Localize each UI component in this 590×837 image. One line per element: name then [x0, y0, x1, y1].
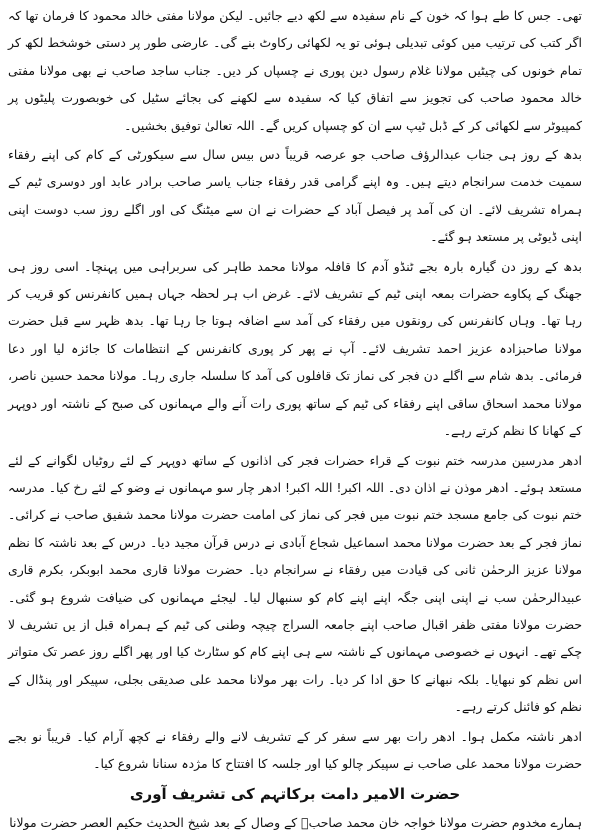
paragraph-1: تھی۔ جس کا طے ہوا کہ خون کے نام سفیدہ سے لکھ دیے جائیں۔ لیکن مولانا مفتی خالد محمود کا فرمان تھا کہ اگر کتب کی ترتیب میں کوئی تبدیلی ہوئی تو یہ لکھائی رکاوٹ بنے گی۔ عارضی طور پر دستی خوشخط لکھ کر تمام خونوں کی چیٹیں مولانا غلام رسول دین پوری نے چسپاں کر دیں۔ جناب ساجد صاحب نے بھی مولانا مفتی خالد محمود صاحب کی تجویز سے اتفاق کیا کہ سفیدہ سے لکھنے کی بجائے سٹیل کی خوبصورت پلیٹوں پر کمپیوٹر سے لکھائی کر کے ڈبل ٹیپ سے ان کو چسپاں کریں گے۔ اللہ تعالیٰ توفیق بخشیں۔: [8, 8, 582, 133]
paragraph-4: ادھر مدرسین مدرسہ ختم نبوت کے قراء حضرات فجر کی اذانوں کے ساتھ دوپہر کے لئے روٹیاں لگوانے کے لئے مستعد ہوئے۔ ادھر موذن نے اذان دی۔ اللہ اکبر! اللہ اکبر! ادھر چار سو مہمانوں نے وضو کے لئے رخ کیا۔ مدرسہ ختم نبوت کی جامع مسجد ختم نبوت میں فجر کی نماز کی امامت حضرت مولانا محمد شفیق صاحب نے کرائی۔ نماز فجر کے بعد حضرت مولانا محمد اسماعیل شجاع آبادی نے درس قرآن مجید دیا۔ درس کے بعد ناشتہ کا نظم مولانا عزیز الرحمٰن ثانی کی قیادت میں رفقاء نے سرانجام دیا۔ حضرت مولانا قاری محمد ابوبکر، بکرم قاری عبیدالرحمٰن سب نے اپنی اپنی جگہ اپنے اپنے کام کو سنبھال لیا۔ لیجئے مہمانوں کی ضیافت شروع ہو گئی۔ حضرت مولانا مفتی ظفر اقبال صاحب اپنے جامعہ السراج چیچہ وطنی کی ٹیم کے ہمراہ قبل از یں تشریف لا چکے تھے۔ انہوں نے خصوصی مہمانوں کے ناشتہ سے ہی اپنے کام کو سٹارٹ کیا اور پھر اگلے روز عصر تک متواتر اس نظم کو نبھایا۔ بلکہ نبھانے کا حق ادا کر دیا۔ رات بھر مولانا محمد علی صدیقی بجلی، سپیکر اور پنڈال کے نظم کو فائنل کرتے رہے۔: [8, 452, 582, 715]
section-heading: حضرت الامیر دامت برکاتہم کی تشریف آوری: [129, 785, 461, 804]
closing-line: ہمارے مخدوم حضرت مولانا خواجہ خان محمد صاحبؒ کے وصال کے بعد شیخ الحدیث حکیم العصر حضرت مولانا: [9, 815, 582, 831]
paragraph-3: بدھ کے روز دن گیارہ بارہ بجے ٹنڈو آدم کا قافلہ مولانا محمد طاہر کی سربراہی میں پہنچا۔ اسی روز ہی جھنگ کے پکاوے حضرات بمعہ اپنی ٹیم کے تشریف لائے۔ غرض اب ہر لحظہ جہاں ہمیں کانفرنس کو قریب کر رہا تھا۔ وہاں کانفرنس کی رونقوں میں رفقاء کی آمد سے اضافہ ہوتا جا رہا تھا۔ بدھ ظہر سے قبل حضرت مولانا صاحبزادہ عزیز احمد تشریف لائے۔ آپ نے پھر کر پوری کانفرنس کے انتظامات کا جائزہ لیا اور دعا فرمائی۔ بدھ شام سے اگلے دن فجر کی نماز تک قافلوں کی آمد کا سلسلہ جاری رہا۔ مولانا محمد حسین ناصر، مولانا محمد اسحاق ساقی اپنے رفقاء کی ٹیم کے ساتھ پوری رات آنے والے مہمانوں کی صبح کے ناشتہ اور دوپہر کے کھانا کا نظم کرتے رہے۔: [8, 258, 582, 439]
paragraph-2: بدھ کے روز ہی جناب عبدالرؤف صاحب جو عرصہ قریباً دس بیس سال سے سیکورٹی کے کام کی اپنے رفقاء سمیت خدمت سرانجام دیتے ہیں۔ وہ اپنے گرامی قدر رفقاء جناب یاسر صاحب برادر عابد اور دوسری ٹیم کے ہمراہ تشریف لائے۔ ان کی آمد پر فیصل آباد کے حضرات نے ان سے میٹنگ کی اور اگلے روز سب دوست اپنی اپنی ڈیوٹی پر مستعد ہو گئے۔: [8, 147, 582, 245]
paragraph-5: ادھر ناشتہ مکمل ہوا۔ ادھر رات بھر سے سفر کر کے تشریف لانے والے رفقاء نے کچھ آرام کیا۔ قریباً نو بجے حضرت مولانا محمد علی صاحب نے سپیکر چالو کیا اور جلسہ کا افتتاح کا مژدہ سنانا شروع کیا۔: [8, 728, 582, 771]
